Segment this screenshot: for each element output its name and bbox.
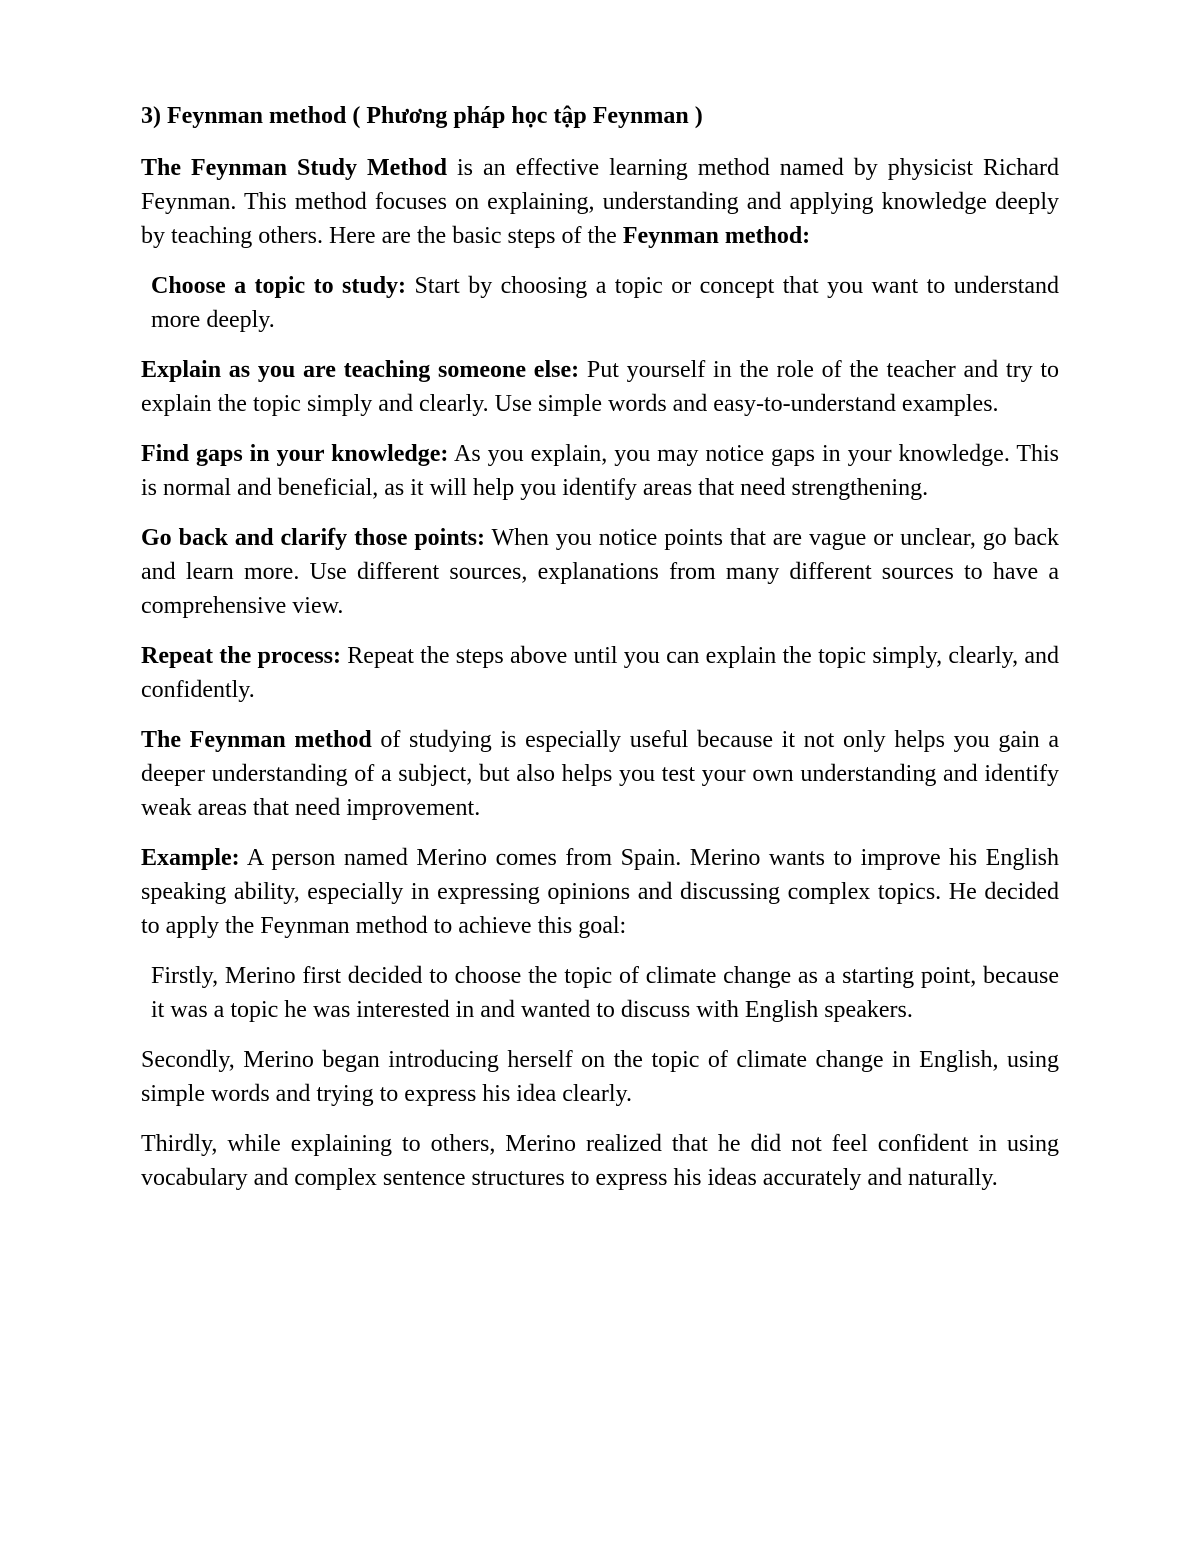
- summary-text: of studying is especially useful because it not only helps you gain a deeper understanding of a subject, but also helps you test your own understanding and identify weak areas that need improvement.: [141, 727, 1059, 821]
- step-title: Find gaps in your knowledge:: [141, 441, 449, 467]
- step-title: Go back and clarify those points:: [141, 525, 486, 551]
- intro-bold-method: Feynman method:: [622, 223, 811, 249]
- step-paragraph-3: [141, 437, 1059, 505]
- step-paragraph-2: [141, 353, 1059, 421]
- section-heading: 3) Feynman method ( Phương pháp học tập Feynman ): [141, 103, 703, 129]
- step-text: As you explain, you may notice gaps in your knowledge. This is normal and beneficial, as it will help you identify areas that need strengthening.: [141, 441, 1060, 501]
- example-text: A person named Merino comes from Spain. Merino wants to improve his English speaking ability, especially in expressing opinions and discussing complex topics. He decided to apply the Feynman method to achieve this goal:: [141, 845, 1059, 939]
- step-paragraph-1: [141, 269, 1059, 337]
- example-step-second: Secondly, Merino began introducing herself on the topic of climate change in English, using simple words and trying to express his idea clearly.: [141, 1047, 1059, 1107]
- example-paragraph: [141, 841, 1059, 943]
- document-page: [141, 95, 1059, 1211]
- step-text: Start by choosing a topic or concept that you want to understand more deeply.: [151, 273, 1060, 333]
- step-title: Choose a topic to study:: [151, 273, 407, 299]
- intro-text: is an effective learning method named by physicist Richard Feynman. This method focuses on explaining, understanding and applying knowledge deeply by teaching others. Here are the basic steps of the: [141, 155, 1059, 249]
- step-text: Repeat the steps above until you can explain the topic simply, clearly, and confidently.: [141, 643, 1060, 703]
- example-step-third: Thirdly, while explaining to others, Merino realized that he did not feel confident in using vocabulary and complex sentence structures to express his ideas accurately and naturally.: [141, 1131, 1059, 1191]
- example-step-first: Firstly, Merino first decided to choose the topic of climate change as a starting point, because it was a topic he was interested in and wanted to discuss with English speakers.: [151, 963, 1059, 1023]
- summary-paragraph: [141, 723, 1059, 825]
- intro-bold-term: The Feynman Study Method: [141, 155, 448, 181]
- summary-bold-term: The Feynman method: [141, 727, 372, 753]
- step-paragraph-4: [141, 521, 1059, 623]
- intro-paragraph: [141, 151, 1059, 253]
- step-paragraph-5: [141, 639, 1059, 707]
- example-label: Example:: [141, 845, 240, 871]
- step-title: Explain as you are teaching someone else:: [141, 357, 580, 383]
- step-text: Put yourself in the role of the teacher and try to explain the topic simply and clearly. Use simple words and easy-to-understand examples.: [141, 357, 1059, 417]
- step-title: Repeat the process:: [141, 643, 342, 669]
- step-text: When you notice points that are vague or unclear, go back and learn more. Use different sources, explanations from many different sources to have a comprehensive view.: [141, 525, 1059, 619]
